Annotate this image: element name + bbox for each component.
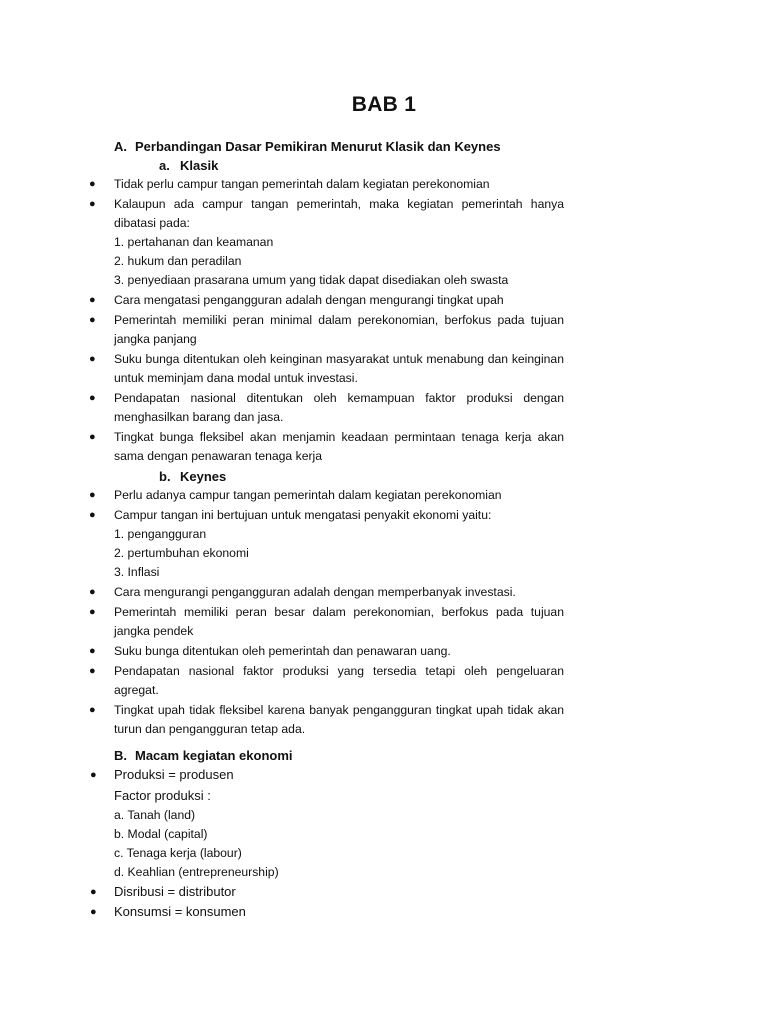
subsection-klasik-heading (159, 156, 714, 175)
klasik-list (89, 175, 564, 466)
section-b-heading (114, 746, 714, 765)
list-item: ● Pendapatan nasional ditentukan oleh kemampuan faktor produksi dengan menghasilkan barang dan jasa. (89, 391, 564, 424)
list-item: ● Pendapatan nasional faktor produksi yang tersedia tetapi oleh pengeluaran agregat. (89, 664, 564, 697)
list-item: ● Pemerintah memiliki peran minimal dalam perekonomian, berfokus pada tujuan jangka panjang (89, 313, 564, 346)
factor-list (114, 806, 434, 882)
list-item: ● Tidak perlu campur tangan pemerintah dalam kegiatan perekonomian (114, 175, 564, 194)
bullet-icon: ● (89, 314, 96, 326)
bullet-icon: ● (89, 645, 96, 657)
bullet-icon: ● (90, 886, 97, 898)
klasik-marker: a. (159, 158, 170, 173)
sublist-item: 2. hukum dan peradilan (114, 254, 242, 268)
list-item: ● Konsumsi = konsumen (114, 902, 434, 922)
keynes-title: Keynes (180, 469, 227, 484)
list-item: ● Kalaupun ada campur tangan pemerintah, maka kegiatan pemerintah hanya dibatasi pada: 1. pertahanan dan keamanan 2. hukum dan peradilan 3. penyediaan prasarana umum yang tidak dapat disediakan oleh swasta (114, 195, 564, 290)
factor-item: c. Tenaga kerja (labour) (114, 846, 242, 860)
list-item: ● Pemerintah memiliki peran besar dalam perekonomian, berfokus pada tujuan jangka pendek (89, 605, 564, 638)
bullet-icon: ● (89, 431, 96, 443)
bullet-icon: ● (89, 704, 96, 716)
sublist-item: 2. pertumbuhan ekonomi (114, 546, 249, 560)
factor-item: a. Tanah (land) (114, 808, 196, 822)
factor-item: d. Keahlian (entrepreneurship) (114, 865, 279, 879)
list-item: ● Suku bunga ditentukan oleh keinginan masyarakat untuk menabung dan keinginan untuk meminjam dana modal untuk investasi. (89, 352, 564, 385)
bullet-icon: ● (89, 294, 96, 306)
bullet-icon: ● (89, 178, 96, 190)
factor-item: b. Modal (capital) (114, 827, 208, 841)
bullet-icon: ● (89, 353, 96, 365)
bullet-icon: ● (89, 665, 96, 677)
list-item: ● Suku bunga ditentukan oleh pemerintah dan penawaran uang. (114, 642, 564, 661)
section-b (90, 746, 714, 922)
keynes-sublist (114, 525, 564, 582)
bullet-icon: ● (89, 198, 96, 210)
keynes-marker: b. (159, 469, 171, 484)
section-a (89, 137, 714, 740)
list-item: ● Cara mengatasi pengangguran adalah dengan mengurangi tingkat upah (114, 291, 564, 310)
klasik-title: Klasik (180, 158, 219, 173)
activities-list (90, 765, 434, 922)
klasik-sublist (114, 233, 564, 290)
sublist-item: 1. pertahanan dan keamanan (114, 235, 274, 249)
bullet-icon: ● (90, 906, 97, 918)
section-a-marker: A. (114, 139, 127, 154)
section-a-heading (114, 137, 714, 156)
bullet-icon: ● (89, 489, 96, 501)
keynes-list (89, 486, 564, 739)
list-item: ● Produksi = produsen Factor produksi : a. Tanah (land) b. Modal (capital) c. Tenaga kerja (labour) d. Keahlian (entrepreneurship) (114, 765, 434, 882)
list-item: ● Tingkat bunga fleksibel akan menjamin keadaan permintaan tenaga kerja akan sama dengan penawaran tenaga kerja (89, 430, 564, 463)
list-item: ● Disribusi = distributor (114, 882, 434, 902)
list-item: ● Perlu adanya campur tangan pemerintah dalam kegiatan perekonomian (114, 486, 564, 505)
chapter-title: BAB 1 (351, 93, 417, 116)
sublist-item: 3. Inflasi (114, 565, 160, 579)
bullet-icon: ● (89, 392, 96, 404)
section-b-title: Macam kegiatan ekonomi (135, 748, 293, 763)
bullet-icon: ● (89, 586, 96, 598)
bullet-icon: ● (89, 509, 96, 521)
section-b-marker: B. (114, 748, 127, 763)
list-item: ● Campur tangan ini bertujuan untuk mengatasi penyakit ekonomi yaitu: 1. pengangguran 2. pertumbuhan ekonomi 3. Inflasi (114, 506, 564, 582)
factor-label: Factor produksi : (114, 788, 211, 803)
sublist-item: 1. pengangguran (114, 527, 207, 541)
list-item: ● Cara mengurangi pengangguran adalah dengan memperbanyak investasi. (114, 583, 564, 602)
subsection-keynes-heading (159, 467, 714, 486)
list-item: ● Tingkat upah tidak fleksibel karena banyak pengangguran tingkat upah tidak akan turun dan pengangguran tetap ada. (89, 703, 564, 736)
sublist-item: 3. penyediaan prasarana umum yang tidak dapat disediakan oleh swasta (114, 273, 509, 287)
bullet-icon: ● (89, 606, 96, 618)
section-a-title: Perbandingan Dasar Pemikiran Menurut Klasik dan Keynes (135, 139, 501, 154)
bullet-icon: ● (90, 769, 97, 781)
